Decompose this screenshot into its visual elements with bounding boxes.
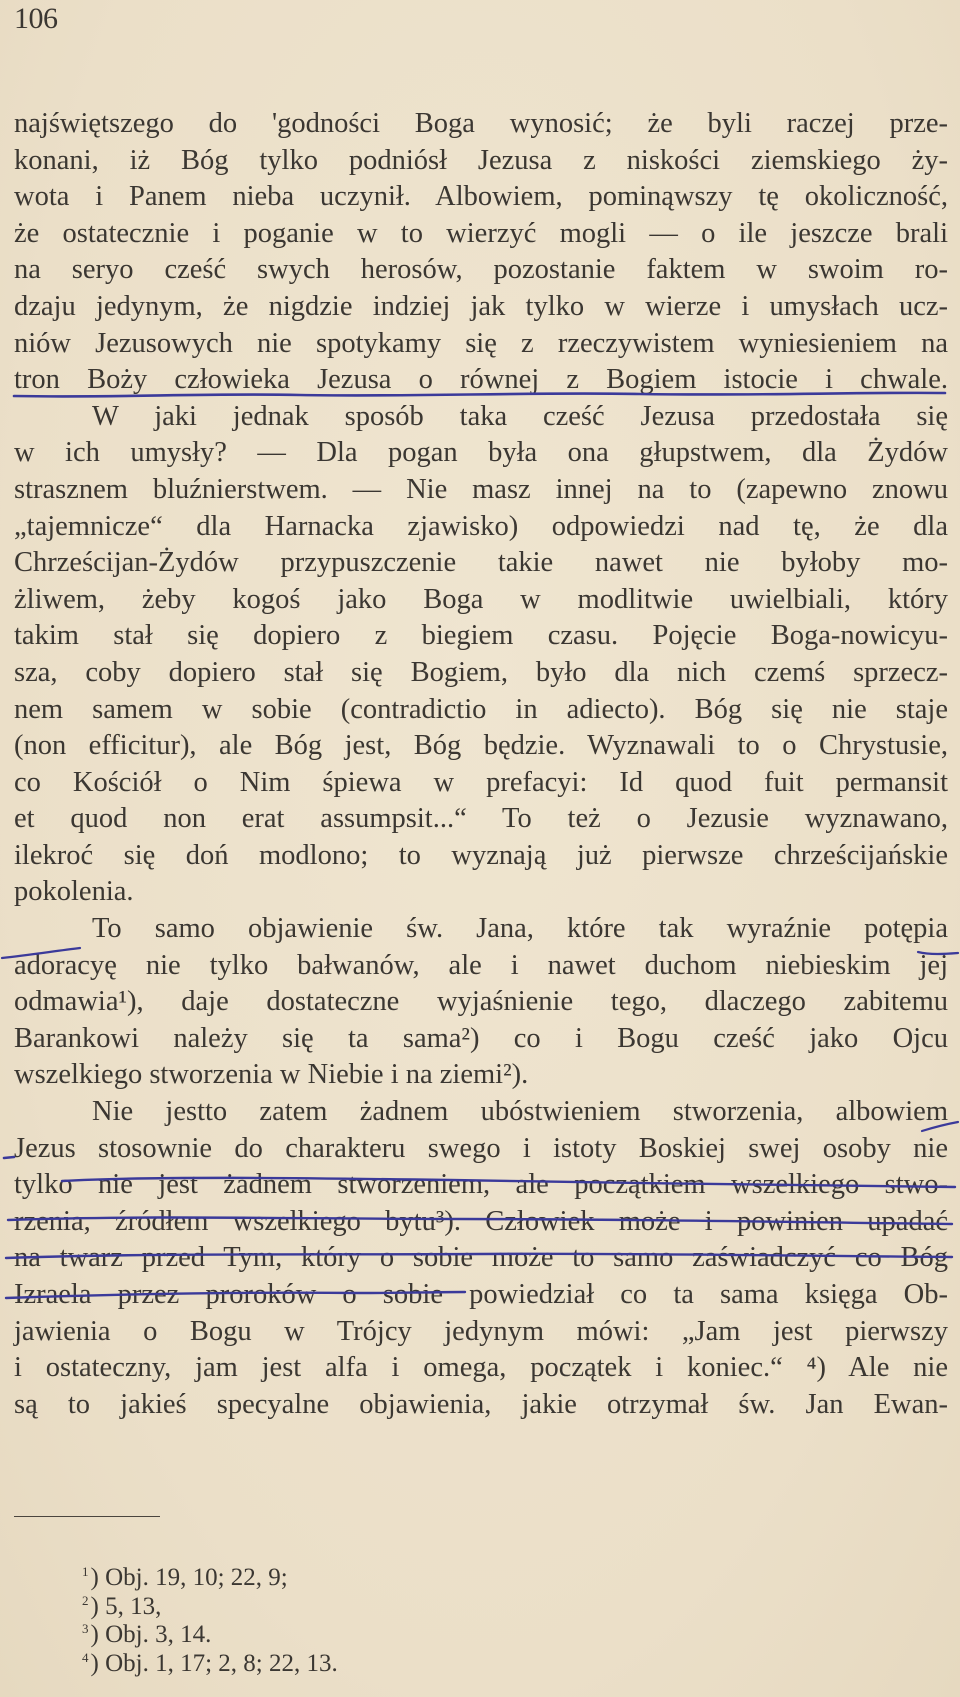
footnote-text: ) Obj. 1, 17; 2, 8; 22, 13.	[90, 1649, 338, 1677]
text-line: takim stał się dopiero z biegiem czasu. Pojęcie Boga-nowicyu-	[14, 620, 948, 652]
footnote-4	[82, 1644, 338, 1677]
text-line: Jezus stosownie do charakteru swego i istoty Boskiej swej osoby nie	[14, 1132, 948, 1164]
text-line: w ich umysły? — Dla pogan była ona głupstwem, dla Żydów	[14, 437, 948, 469]
page-number: 106	[14, 2, 58, 35]
text-line: „tajemnicze“ dla Harnacka zjawisko) odpowiedzi nad tę, że dla	[14, 510, 948, 542]
text-line: na seryo cześć swych herosów, pozostanie faktem w swoim ro-	[14, 254, 948, 286]
footnote-mark: 2	[82, 1592, 89, 1608]
text-line: ilekroć się doń modlono; to wyznają już pierwsze chrześcijańskie	[14, 839, 948, 871]
text-line: tron Boży człowieka Jezusa o równej z Bogiem istocie i chwale.	[14, 364, 948, 396]
footnotes	[82, 1558, 338, 1677]
footnote-1	[82, 1558, 338, 1591]
text-line: nem samem w sobie (contradictio in adiecto). Bóg się nie staje	[14, 693, 948, 725]
footnote-text: ) Obj. 3, 14.	[90, 1621, 212, 1648]
text-line: konani, iż Bóg tylko podniósł Jezusa z niskości ziemskiego ży-	[14, 144, 948, 176]
margin-mark	[4, 1157, 14, 1158]
paragraph-start-line: To samo objawienie św. Jana, które tak wyraźnie potępia	[92, 913, 948, 945]
text-line: wota i Panem nieba uczynił. Albowiem, pominąwszy tę okoliczność,	[14, 181, 948, 213]
paragraph-start-line: Nie jestto zatem żadnem ubóstwieniem stworzenia, albowiem	[92, 1096, 948, 1128]
text-line: tylko nie jest żadnem stworzeniem, ale początkiem wszelkiego stwo-	[14, 1169, 948, 1201]
text-line: niów Jezusowych nie spotykamy się z rzeczywistem wyniesieniem na	[14, 327, 948, 359]
text-line: strasznem bluźnierstwem. — Nie masz innej na to (zapewno znowu	[14, 473, 948, 505]
footnote-separator	[14, 1516, 160, 1517]
text-line: żliwem, żeby kogoś jako Boga w modlitwie uwielbiali, który	[14, 583, 948, 615]
text-line: na twarz przed Tym, który o sobie może to samo zaświadczyć co Bóg	[14, 1242, 948, 1274]
text-line: sza, coby dopiero stał się Bogiem, było dla nich czemś sprzecz-	[14, 656, 948, 688]
footnote-mark: 1	[82, 1564, 89, 1579]
text-line: są to jakieś specyalne objawienia, jakie otrzymał św. Jan Ewan-	[14, 1388, 948, 1420]
footnote-mark: 3	[82, 1621, 89, 1636]
text-line: odmawia¹), daje dostateczne wyjaśnienie tego, dlaczego zabitemu	[14, 986, 948, 1018]
text-line: i ostateczny, jam jest alfa i omega, początek i koniec.“ ⁴) Ale nie	[14, 1352, 948, 1384]
text-line: (non efficitur), ale Bóg jest, Bóg będzie. Wyznawali to o Chrystusie,	[14, 730, 948, 762]
text-line: dzaju jedynym, że nigdzie indziej jak tylko w wierze i umysłach ucz-	[14, 290, 948, 322]
text-line: Chrześcijan-Żydów przypuszczenie takie nawet nie byłoby mo-	[14, 547, 948, 579]
text-line: Barankowi należy się ta sama²) co i Bogu cześć jako Ojcu	[14, 1022, 948, 1054]
text-line: że ostatecznie i poganie w to wierzyć mogli — o ile jeszcze brali	[14, 217, 948, 249]
text-line: jawienia o Bogu w Trójcy jedynym mówi: „Jam jest pierwszy	[14, 1315, 948, 1347]
footnote-text: ) 5, 13,	[90, 1592, 162, 1620]
footnote-text: ) Obj. 19, 10; 22, 9;	[90, 1564, 288, 1591]
footnote-mark: 4	[82, 1649, 89, 1665]
text-line: adoracyę nie tylko bałwanów, ale i nawet duchom niebieskim jej	[14, 949, 948, 981]
text-line: Izraela przez proroków o sobie powiedział co ta sama księga Ob-	[14, 1279, 948, 1310]
body-text	[14, 106, 948, 1423]
paragraph-end-line: wszelkiego stworzenia w Niebie i na ziemi²).	[14, 1059, 529, 1091]
text-line: najświętszego do 'godności Boga wynosić; że byli raczej prze-	[14, 108, 948, 139]
text-line: co Kościół o Nim śpiewa w prefacyi: Id quod fuit permansit	[14, 766, 948, 798]
footnote-3	[82, 1615, 338, 1648]
text-line: et quod non erat assumpsit...“ To też o Jezusie wyznawano,	[14, 803, 948, 835]
text-line: rzenia, źródłem wszelkiego bytu³). Człowiek może i powinien upadać	[14, 1205, 948, 1237]
paragraph-end-line: pokolenia.	[14, 876, 134, 908]
paragraph-start-line: W jaki jednak sposób taka cześć Jezusa przedostała się	[92, 400, 948, 432]
